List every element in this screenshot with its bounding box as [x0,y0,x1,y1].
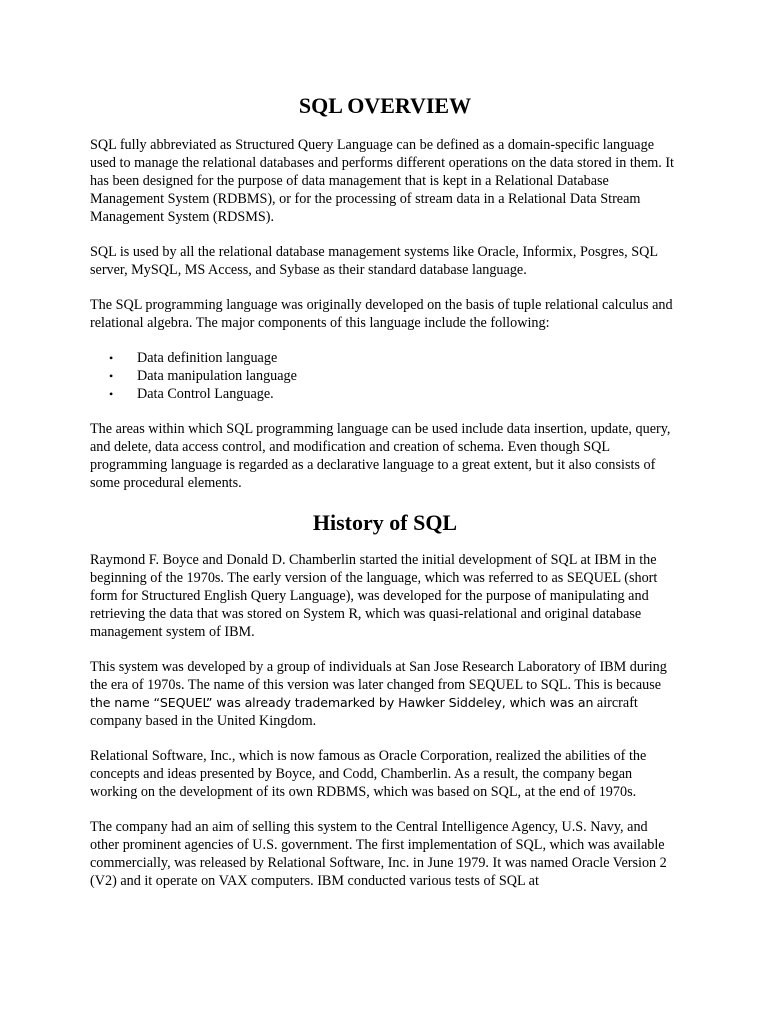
areas-paragraph: The areas within which SQL programming language can be used include data insertion, update, query, and delete, data access control, and modification and creation of schema. Even though SQL programming language is regarded as a declarative language to a great extent, but it also consists of some procedural elements. [90,421,671,491]
list-item-label: Data definition language [137,350,278,366]
bullet-icon: • [109,369,114,383]
history-paragraph-rename-text: This system was developed by a group of individuals at San Jose Research Laboratory of IBM during the era of 1970s. The name of this version was later changed from SEQUEL to SQL. This is because [90,659,667,693]
overview-paragraph-usage: SQL is used by all the relational database management systems like Oracle, Informix, Posgres, SQL server, MySQL, MS Access, and Sybase as their standard database language. [90,244,658,278]
list-item [109,385,680,403]
bullet-icon: • [109,351,114,365]
list-item [109,349,680,367]
overview-paragraph-origins: The SQL programming language was originally developed on the basis of tuple relational calculus and relational algebra. The major components of this language include the following: [90,297,673,331]
bullet-icon: • [109,387,114,401]
list-item [109,367,680,385]
page-title: SQL OVERVIEW [298,93,472,118]
overview-paragraph-definition: SQL fully abbreviated as Structured Query Language can be defined as a domain-specific language used to manage the relational databases and performs different operations on the data stored in them. It has been designed for the purpose of data management that is kept in a Relational Database Management System (RDBMS), or for the processing of stream data in a Relational Data Stream Management System (RDSMS). [90,137,674,225]
history-paragraph-rename-tail: aircraft company based in the United Kingdom. [90,695,638,729]
list-item-label: Data manipulation language [137,368,297,384]
history-paragraph-origins: Raymond F. Boyce and Donald D. Chamberlin started the initial development of SQL at IBM in the beginning of the 1970s. The early version of the language, which was referred to as SEQUEL (short form for Structured English Query Language), was developed for the purpose of manipulating and retrieving the data that was stored on System R, which was quasi-relational and original database management system of IBM. [90,552,658,640]
list-item-label: Data Control Language. [137,386,274,402]
section-heading-history: History of SQL [312,510,458,535]
history-paragraph-rename-trademark: the name “SEQUEL” was already trademarked by Hawker Siddeley, which was an [90,695,594,710]
history-paragraph-commercial: The company had an aim of selling this system to the Central Intelligence Agency, U.S. Navy, and other prominent agencies of U.S. government. The first implementation of SQL, which was available commercially, was released by Relational Software, Inc. in June 1979. It was named Oracle Version 2 (V2) and it operate on VAX computers. IBM conducted various tests of SQL at [90,819,667,889]
history-paragraph-rename [90,658,680,730]
history-paragraph-oracle: Relational Software, Inc., which is now famous as Oracle Corporation, realized the abilities of the concepts and ideas presented by Boyce, and Codd, Chamberlin. As a result, the company began working on the development of its own RDBMS, which was based on SQL, at the end of 1970s. [90,748,647,800]
components-list [90,349,680,403]
